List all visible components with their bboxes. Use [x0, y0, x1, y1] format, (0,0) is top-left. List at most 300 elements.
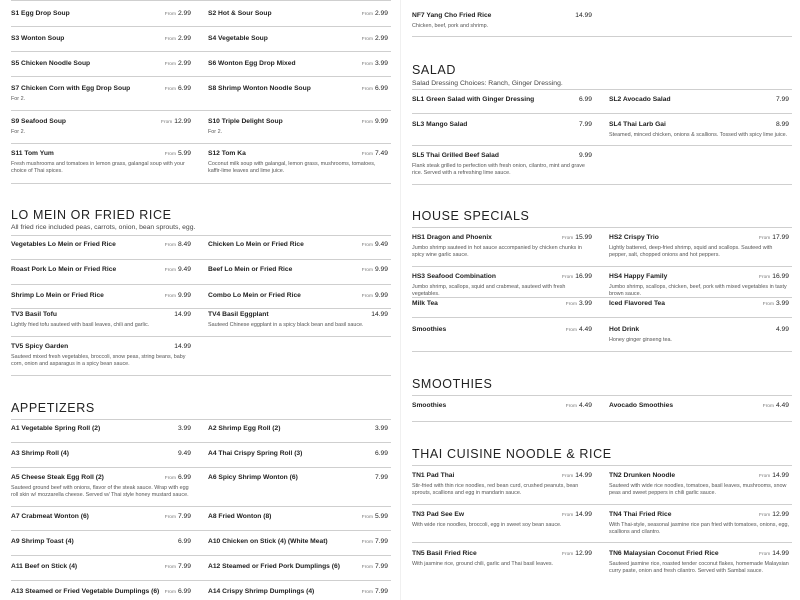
item-row [208, 311, 388, 321]
item-price: 14.99 [575, 511, 592, 518]
menu-item[interactable] [412, 152, 592, 177]
menu-item[interactable] [208, 474, 388, 484]
divider [11, 555, 391, 556]
item-name: TN1 Pad Thai [412, 472, 455, 479]
item-row [11, 10, 191, 20]
item-name: S7 Chicken Corn with Egg Drop Soup [11, 85, 131, 92]
divider [11, 235, 391, 236]
item-name: Iced Flavored Tea [609, 300, 665, 307]
item-price-wrap [371, 311, 388, 318]
menu-item[interactable] [609, 121, 789, 139]
item-price-wrap [375, 450, 388, 457]
item-price: 12.99 [575, 550, 592, 557]
item-row [11, 343, 191, 353]
menu-item[interactable] [208, 450, 388, 460]
item-price: 7.99 [578, 121, 592, 128]
item-price-wrap [375, 474, 388, 481]
item-description: For 2. [11, 96, 26, 102]
from-label: From [361, 152, 373, 157]
item-description: Sauteed Chinese eggplant in a spicy black bean and basil sauce. [208, 322, 364, 328]
item-price-wrap [362, 118, 388, 125]
menu-item[interactable] [11, 563, 191, 573]
item-name: HS2 Crispy Trio [609, 234, 659, 241]
item-price: 2.99 [374, 35, 388, 42]
item-price: 6.99 [374, 85, 388, 92]
divider [412, 504, 792, 505]
item-row [208, 85, 388, 95]
from-label: From [759, 513, 771, 518]
item-price-wrap [178, 450, 191, 457]
column-divider [400, 0, 401, 600]
menu-item[interactable] [208, 513, 388, 523]
item-name: SL3 Mango Salad [412, 121, 468, 128]
item-row [609, 472, 789, 482]
menu-item[interactable] [208, 266, 388, 276]
from-label: From [562, 474, 574, 479]
item-row [412, 121, 592, 131]
item-name: S6 Wonton Egg Drop Mixed [208, 60, 296, 67]
item-price-wrap [165, 292, 191, 299]
from-label: From [164, 152, 176, 157]
section-title: SALAD [412, 63, 456, 77]
from-label: From [164, 268, 176, 273]
item-row [208, 118, 388, 128]
from-label: From [759, 552, 771, 557]
item-row [11, 118, 191, 128]
item-price: 7.99 [374, 588, 388, 595]
menu-item[interactable] [208, 425, 388, 435]
item-price: 2.99 [177, 60, 191, 67]
item-name: Milk Tea [412, 300, 438, 307]
item-price: 14.99 [174, 311, 191, 318]
from-label: From [565, 328, 577, 333]
from-label: From [164, 294, 176, 299]
item-price-wrap [362, 563, 388, 570]
from-label: From [164, 476, 176, 481]
item-name: A3 Shrimp Roll (4) [11, 450, 69, 457]
item-name: TV4 Basil Eggplant [208, 311, 269, 318]
item-price: 6.99 [177, 538, 191, 545]
item-price: 12.99 [772, 511, 789, 518]
item-description: For 2. [11, 129, 26, 135]
divider [11, 259, 391, 260]
item-name: A1 Vegetable Spring Roll (2) [11, 425, 101, 432]
menu-item[interactable] [412, 300, 592, 310]
menu-item[interactable] [11, 266, 191, 276]
item-price: 7.99 [374, 474, 388, 481]
item-row [11, 563, 191, 573]
item-price: 5.99 [374, 513, 388, 520]
item-price-wrap [759, 234, 789, 241]
from-label: From [361, 565, 373, 570]
from-label: From [762, 404, 774, 409]
from-label: From [762, 302, 774, 307]
salad-section [412, 63, 792, 176]
item-name: S8 Shrimp Wonton Noodle Soup [208, 85, 311, 92]
item-name: A10 Chicken on Stick (4) (White Meat) [208, 538, 328, 545]
item-name: SL5 Thai Grilled Beef Salad [412, 152, 499, 159]
item-price: 7.99 [374, 563, 388, 570]
from-label: From [562, 552, 574, 557]
item-price-wrap [362, 150, 388, 157]
menu-item[interactable] [11, 118, 191, 136]
item-row [208, 266, 388, 276]
from-label: From [164, 62, 176, 67]
from-label: From [361, 294, 373, 299]
from-label: From [361, 515, 373, 520]
item-name: A9 Shrimp Toast (4) [11, 538, 74, 545]
item-price: 2.99 [177, 35, 191, 42]
menu-item[interactable] [208, 563, 388, 573]
item-row [208, 10, 388, 20]
menu-item[interactable] [208, 538, 388, 548]
item-name: TN2 Drunken Noodle [609, 472, 676, 479]
item-price-wrap [165, 474, 191, 481]
item-row [208, 474, 388, 484]
menu-item[interactable] [412, 511, 592, 529]
menu-item[interactable] [11, 292, 191, 302]
menu-item[interactable] [609, 234, 789, 259]
divider [11, 336, 391, 337]
from-label: From [361, 268, 373, 273]
menu-item[interactable] [208, 10, 388, 20]
item-price: 9.99 [374, 266, 388, 273]
item-row [412, 234, 592, 244]
item-row [208, 292, 388, 302]
item-name: A14 Crispy Shrimp Dumplings (4) [208, 588, 315, 595]
item-price: 9.49 [177, 266, 191, 273]
section-subtitle: All fried rice included peas, carrots, onion, bean sprouts, egg. [11, 224, 196, 231]
menu-item[interactable] [609, 96, 789, 106]
item-name: Smoothies [412, 326, 447, 333]
menu-item[interactable] [11, 425, 191, 435]
item-name: Smoothies [412, 402, 447, 409]
item-name: S5 Chicken Noodle Soup [11, 60, 91, 67]
divider [11, 580, 391, 581]
menu-item[interactable] [11, 241, 191, 251]
item-row [412, 511, 592, 521]
divider [11, 506, 391, 507]
divider [412, 89, 792, 90]
item-price: 17.99 [772, 234, 789, 241]
item-description: Fresh mushrooms and tomatoes in lemon grass, galangal soup with your choice of Thai spices. [11, 161, 185, 174]
item-price: 8.99 [775, 121, 789, 128]
item-name: TV3 Basil Tofu [11, 311, 57, 318]
item-price-wrap [165, 85, 191, 92]
from-label: From [164, 565, 176, 570]
from-label: From [361, 590, 373, 595]
menu-item[interactable] [208, 35, 388, 45]
item-description: Honey ginger ginseng tea. [609, 337, 672, 343]
divider [11, 375, 391, 376]
item-price-wrap [759, 550, 789, 557]
item-price: 16.99 [772, 273, 789, 280]
divider [412, 351, 792, 352]
menu-item[interactable] [412, 12, 592, 30]
from-label: From [164, 515, 176, 520]
item-price: 12.99 [174, 118, 191, 125]
item-price: 2.99 [374, 10, 388, 17]
item-price-wrap [178, 538, 191, 545]
item-price-wrap [165, 35, 191, 42]
menu-item[interactable] [412, 402, 592, 412]
item-price-wrap [165, 241, 191, 248]
item-row [609, 402, 789, 412]
menu-item[interactable] [609, 326, 789, 344]
item-row [11, 588, 191, 598]
menu-item[interactable] [609, 300, 789, 310]
menu-item[interactable] [609, 273, 789, 298]
item-name: S10 Triple Delight Soup [208, 118, 283, 125]
item-price-wrap [362, 85, 388, 92]
section-subtitle: Salad Dressing Choices: Ranch, Ginger Dressing. [412, 80, 563, 87]
menu-item[interactable] [11, 450, 191, 460]
item-price-wrap [763, 300, 789, 307]
item-price: 14.99 [772, 472, 789, 479]
item-price: 9.99 [374, 292, 388, 299]
item-price-wrap [362, 10, 388, 17]
item-price-wrap [759, 273, 789, 280]
item-price-wrap [575, 12, 592, 19]
menu-item[interactable] [11, 85, 191, 103]
smoothies-section [412, 377, 792, 409]
divider [11, 26, 391, 27]
item-price-wrap [776, 121, 789, 128]
item-name: Vegetables Lo Mein or Fried Rice [11, 241, 116, 248]
item-row [11, 513, 191, 523]
item-price-wrap [174, 311, 191, 318]
from-label: From [164, 87, 176, 92]
item-row [208, 513, 388, 523]
item-price: 7.49 [374, 150, 388, 157]
item-row [11, 266, 191, 276]
divider [11, 284, 391, 285]
item-price-wrap [165, 513, 191, 520]
divider [412, 297, 792, 298]
item-name: HS3 Seafood Combination [412, 273, 496, 280]
item-price: 4.49 [775, 402, 789, 409]
item-price: 14.99 [575, 12, 592, 19]
menu-item[interactable] [412, 121, 592, 131]
item-name: S12 Tom Ka [208, 150, 246, 157]
from-label: From [565, 302, 577, 307]
menu-item[interactable] [208, 60, 388, 70]
item-price: 7.99 [177, 513, 191, 520]
menu-item[interactable] [208, 292, 388, 302]
item-name: A7 Crabmeat Wonton (6) [11, 513, 89, 520]
section-title: APPETIZERS [11, 401, 95, 415]
menu-item[interactable] [412, 273, 592, 298]
menu-item[interactable] [609, 550, 789, 575]
item-name: HS1 Dragon and Phoenix [412, 234, 492, 241]
item-name: Roast Pork Lo Mein or Fried Rice [11, 266, 117, 273]
item-price: 4.49 [578, 326, 592, 333]
item-name: S9 Seafood Soup [11, 118, 66, 125]
item-name: HS4 Happy Family [609, 273, 668, 280]
item-price: 3.99 [578, 300, 592, 307]
item-row [11, 241, 191, 251]
item-price: 3.99 [177, 425, 191, 432]
item-price-wrap [165, 563, 191, 570]
from-label: From [562, 513, 574, 518]
menu-item[interactable] [412, 550, 592, 568]
item-price: 9.99 [578, 152, 592, 159]
from-label: From [562, 236, 574, 241]
item-price-wrap [165, 10, 191, 17]
menu-item[interactable] [11, 150, 191, 175]
item-description: Jumbo shrimp, scallops, chicken, beef, pork with mixed vegetables in tasty brown sauce. [609, 284, 787, 297]
item-row [11, 538, 191, 548]
divider [412, 542, 792, 543]
menu-item[interactable] [208, 311, 388, 329]
item-row [208, 60, 388, 70]
item-description: Jumbo shrimp, scallops, squid and crabmeat, sauteed with fresh vegetables. [412, 284, 566, 297]
item-price-wrap [566, 300, 592, 307]
section-title: HOUSE SPECIALS [412, 209, 530, 223]
section-title: THAI CUISINE NOODLE & RICE [412, 447, 612, 461]
item-description: Lightly battered, deep-fried shrimp, squid and scallops. Sauteed with pepper, salt, chopped onions and hot peppers. [609, 245, 773, 258]
item-price-wrap [562, 273, 592, 280]
item-description: Sauteed mixed fresh vegetables, broccoli, snow peas, string beans, baby corn, onion and asparagus in a spicy bean sauce. [11, 354, 186, 367]
menu-item[interactable] [11, 311, 191, 329]
divider [11, 308, 391, 309]
menu-item[interactable] [412, 472, 592, 497]
from-label: From [164, 243, 176, 248]
item-name: SL4 Thai Larb Gai [609, 121, 666, 128]
from-label: From [361, 120, 373, 125]
item-price-wrap [362, 241, 388, 248]
menu-item[interactable] [11, 588, 191, 598]
menu-item[interactable] [11, 513, 191, 523]
from-label: From [164, 37, 176, 42]
item-row [11, 60, 191, 70]
menu-item[interactable] [11, 10, 191, 20]
item-price-wrap [776, 326, 789, 333]
divider [412, 317, 792, 318]
item-price-wrap [562, 511, 592, 518]
item-row [412, 550, 592, 560]
menu-item[interactable] [609, 472, 789, 497]
item-price: 7.99 [177, 563, 191, 570]
item-row [412, 472, 592, 482]
menu-item[interactable] [412, 234, 592, 259]
item-price-wrap [362, 266, 388, 273]
divider [11, 530, 391, 531]
item-price-wrap [579, 152, 592, 159]
item-price-wrap [566, 326, 592, 333]
menu-item[interactable] [11, 538, 191, 548]
item-name: A4 Thai Crispy Spring Roll (3) [208, 450, 303, 457]
item-price-wrap [759, 511, 789, 518]
item-name: SL2 Avocado Salad [609, 96, 671, 103]
item-row [208, 538, 388, 548]
section-title: LO MEIN OR FRIED RICE [11, 208, 172, 222]
item-row [412, 96, 592, 106]
from-label: From [759, 474, 771, 479]
item-name: S3 Wonton Soup [11, 35, 65, 42]
item-description: Lightly fried tofu sauteed with basil leaves, chili and garlic. [11, 322, 150, 328]
from-label: From [164, 12, 176, 17]
item-name: Hot Drink [609, 326, 640, 333]
item-price-wrap [165, 266, 191, 273]
divider [412, 145, 792, 146]
item-description: Chicken, beef, pork and shrimp. [412, 23, 489, 29]
item-row [11, 425, 191, 435]
item-row [208, 425, 388, 435]
from-label: From [361, 37, 373, 42]
item-price-wrap [759, 472, 789, 479]
divider [412, 266, 792, 267]
item-price-wrap [776, 96, 789, 103]
menu-item[interactable] [208, 85, 388, 95]
item-price: 15.99 [575, 234, 592, 241]
item-name: A13 Steamed or Fried Vegetable Dumplings (6) [11, 588, 160, 595]
menu-item[interactable] [609, 402, 789, 412]
item-price-wrap [161, 118, 191, 125]
item-price: 14.99 [371, 311, 388, 318]
item-row [609, 96, 789, 106]
item-row [208, 150, 388, 160]
item-row [412, 152, 592, 162]
divider [11, 143, 391, 144]
item-description: For 2. [208, 129, 223, 135]
item-price-wrap [362, 588, 388, 595]
divider [11, 76, 391, 77]
from-label: From [361, 243, 373, 248]
item-row [609, 121, 789, 131]
menu-item[interactable] [11, 60, 191, 70]
item-description: With jasmine rice, ground chili, garlic and Thai basil leaves. [412, 561, 554, 567]
divider [11, 0, 391, 1]
item-price: 6.99 [177, 85, 191, 92]
item-row [208, 241, 388, 251]
menu-item[interactable] [208, 241, 388, 251]
menu-item[interactable] [208, 588, 388, 598]
item-name: S2 Hot & Sour Soup [208, 10, 272, 17]
menu-item[interactable] [609, 511, 789, 536]
from-label: From [565, 404, 577, 409]
item-price-wrap [362, 513, 388, 520]
item-row [609, 550, 789, 560]
item-name: A2 Shrimp Egg Roll (2) [208, 425, 281, 432]
item-row [412, 326, 592, 336]
item-name: Shrimp Lo Mein or Fried Rice [11, 292, 104, 299]
item-price: 6.99 [374, 450, 388, 457]
divider [412, 421, 792, 422]
item-row [208, 588, 388, 598]
menu-item[interactable] [412, 96, 592, 106]
menu-item[interactable] [208, 150, 388, 175]
divider [412, 36, 792, 37]
item-price-wrap [562, 472, 592, 479]
item-description: Jumbo shrimp sauteed in hot sauce accompanied by chicken chunks in spicy wine garlic sauce. [412, 245, 582, 258]
menu-item[interactable] [11, 474, 191, 499]
divider [11, 110, 391, 111]
from-label: From [759, 275, 771, 280]
item-price: 9.99 [177, 292, 191, 299]
menu-item[interactable] [11, 343, 191, 368]
item-price-wrap [362, 60, 388, 67]
item-row [11, 292, 191, 302]
menu-item[interactable] [412, 326, 592, 336]
item-row [609, 511, 789, 521]
item-price: 7.99 [374, 538, 388, 545]
menu-item[interactable] [11, 35, 191, 45]
item-price: 4.99 [775, 326, 789, 333]
menu-item[interactable] [208, 118, 388, 136]
item-row [208, 563, 388, 573]
item-row [11, 311, 191, 321]
